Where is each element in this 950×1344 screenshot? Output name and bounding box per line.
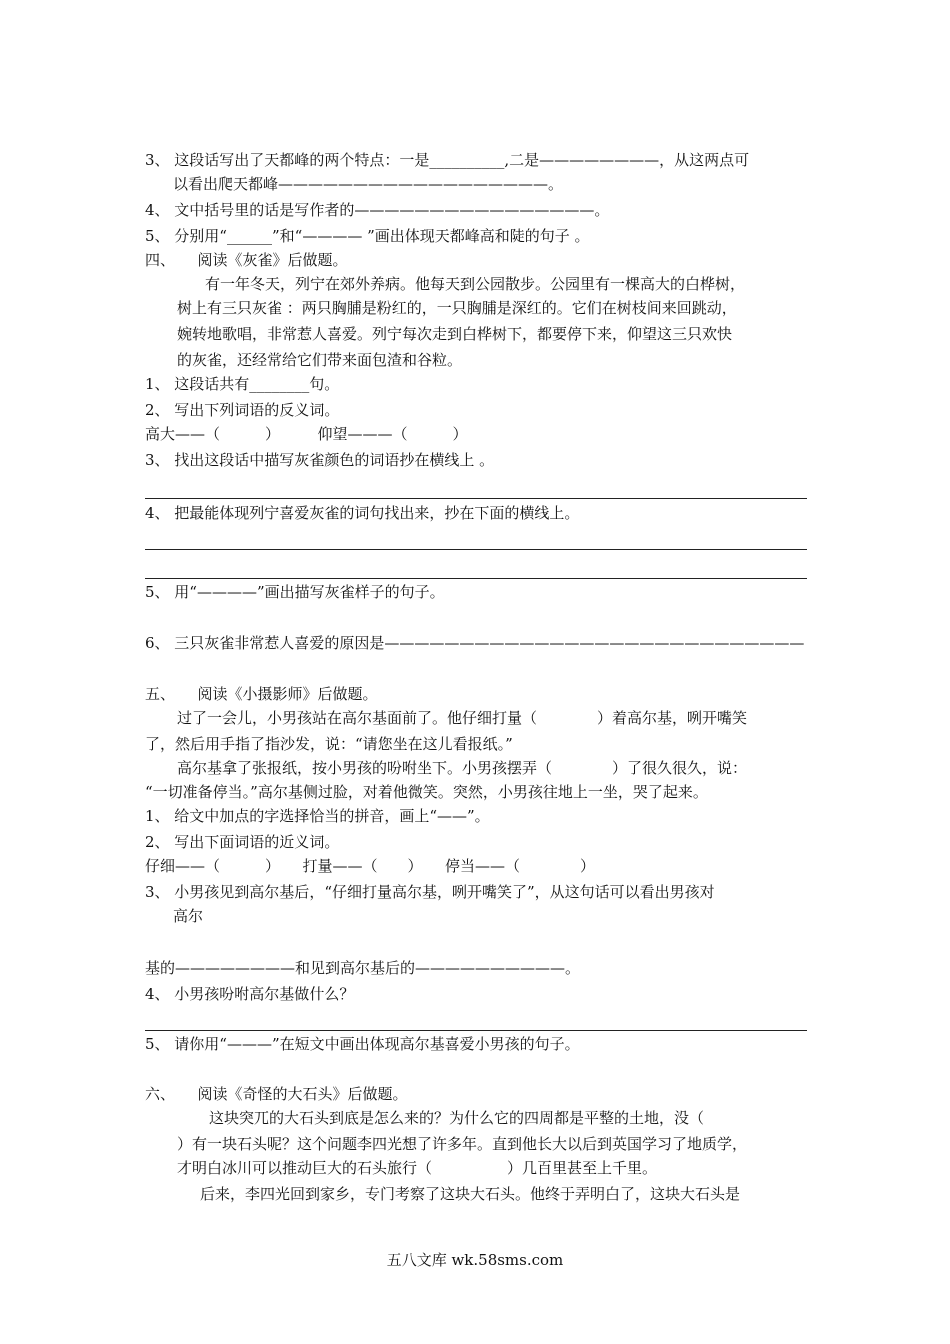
text-line: 4、 把最能体现列宁喜爱灰雀的词句找出来，抄在下面的横线上。 [145, 504, 580, 522]
text-line: 才明白冰川可以推动巨大的石头旅行（ ）几百里甚至上千里。 [177, 1159, 658, 1177]
text-line: 仔细——（ ） 打量——（ ） 停当——（ ） [145, 857, 596, 875]
page-footer: 五八文库 wk.58sms.com [386, 1251, 564, 1269]
text-line: 有一年冬天，列宁在郊外养病。他每天到公园散步。公园里有一棵高大的白桦树， [205, 275, 746, 293]
text-line: 5、 分别用“______”和“———— ”画出体现天都峰高和陡的句子 。 [145, 227, 590, 245]
text-line: 6、 三只灰雀非常惹人喜爱的原因是———————————————————————————— [145, 634, 805, 652]
text-line: 2、 写出下面词语的近义词。 [145, 833, 340, 851]
text-line: ）有一块石头呢？这个问题李四光想了许多年。直到他长大以后到英国学习了地质学， [177, 1135, 748, 1153]
section-heading: 四、 阅读《灰雀》后做题。 [145, 251, 348, 269]
text-line: 这块突兀的大石头到底是怎么来的？为什么它的四周都是平整的土地，没（ [209, 1109, 705, 1127]
text-line: 了，然后用手指了指沙发，说：“请您坐在这儿看报纸。” [145, 735, 513, 753]
answer-line [145, 549, 807, 550]
text-line: 2、 写出下列词语的反义词。 [145, 401, 340, 419]
text-line: 5、 用“————”画出描写灰雀样子的句子。 [145, 583, 445, 601]
text-line: 基的————————和见到高尔基后的——————————。 [145, 959, 581, 977]
text-line: 1、 这段话共有________句。 [145, 375, 340, 393]
text-line: 4、 小男孩吩咐高尔基做什么？ [145, 985, 355, 1003]
text-line: “一切准备停当。”高尔基侧过脸，对着他微笑。突然，小男孩往地上一坐，哭了起来。 [145, 783, 708, 801]
section-heading: 五、 阅读《小摄影师》后做题。 [145, 685, 378, 703]
text-line: 过了一会儿，小男孩站在高尔基面前了。他仔细打量（ ）着高尔基，咧开嘴笑 [177, 709, 748, 727]
text-line: 4、 文中括号里的话是写作者的————————————————。 [145, 201, 610, 219]
text-line: 高尔 [173, 907, 204, 925]
text-line: 5、 请你用“———”在短文中画出体现高尔基喜爱小男孩的句子。 [145, 1035, 580, 1053]
text-line: 高尔基拿了张报纸，按小男孩的吩咐坐下。小男孩摆弄（ ）了很久很久，说： [177, 759, 748, 777]
answer-line [145, 498, 807, 499]
text-line: 后来，李四光回到家乡，专门考察了这块大石头。他终于弄明白了，这块大石头是 [200, 1185, 741, 1203]
text-line: 3、 小男孩见到高尔基后，“仔细打量高尔基，咧开嘴笑了”，从这句话可以看出男孩对 [145, 883, 715, 901]
text-line: 3、 这段话写出了天都峰的两个特点：一是__________,二是————————，从这两点可 [145, 151, 750, 169]
section-heading: 六、 阅读《奇怪的大石头》后做题。 [145, 1085, 408, 1103]
text-line: 1、 给文中加点的字选择恰当的拼音，画上“——”。 [145, 807, 490, 825]
text-line: 婉转地歌唱，非常惹人喜爱。列宁每次走到白桦树下，都要停下来，仰望这三只欢快 [177, 325, 733, 343]
text-line: 的灰雀，还经常给它们带来面包渣和谷粒。 [177, 351, 463, 369]
answer-line [145, 1030, 807, 1031]
text-line: 3、 找出这段话中描写灰雀颜色的词语抄在横线上 。 [145, 451, 495, 469]
text-line: 树上有三只灰雀 ：两只胸脯是粉红的，一只胸脯是深红的。它们在树枝间来回跳动， [177, 299, 737, 317]
answer-line [145, 578, 807, 579]
text-line: 以看出爬天都峰——————————————————。 [173, 175, 564, 193]
text-line: 高大——（ ） 仰望———（ ） [145, 425, 468, 443]
